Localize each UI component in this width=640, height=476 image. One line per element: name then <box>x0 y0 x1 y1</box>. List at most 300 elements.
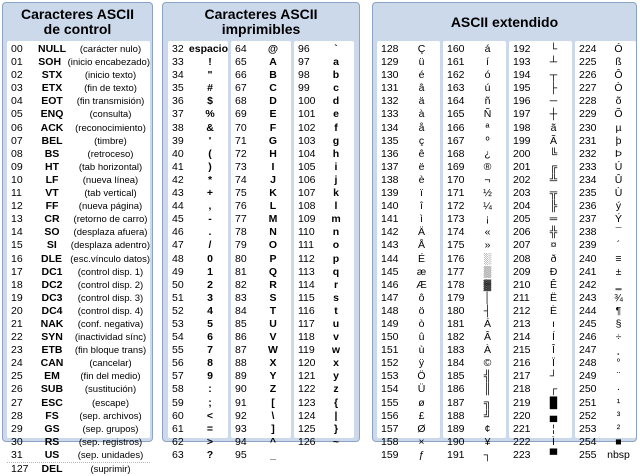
extended-row <box>575 226 636 239</box>
extended-code: 162 <box>447 69 465 82</box>
extended-char: ╗ <box>483 396 492 409</box>
extended-char: Ñ <box>483 108 492 121</box>
printable-code: 55 <box>172 344 184 357</box>
extended-row <box>377 43 440 56</box>
extended-row <box>509 161 572 174</box>
extended-row <box>443 266 506 279</box>
printable-row <box>168 318 228 331</box>
printable-code: 48 <box>172 252 184 265</box>
extended-code: 210 <box>513 278 531 291</box>
extended-row <box>509 305 572 318</box>
printable-char: 9 <box>207 370 213 383</box>
extended-code: 225 <box>579 56 597 69</box>
extended-char: · <box>616 383 621 396</box>
extended-char: ╝ <box>483 409 492 422</box>
printable-code: 65 <box>235 56 247 69</box>
printable-row <box>231 357 291 370</box>
control-name: CAN <box>40 357 64 370</box>
extended-row <box>509 344 572 357</box>
printable-row <box>168 292 228 305</box>
extended-code: 244 <box>579 304 597 317</box>
printable-char: 2 <box>207 278 213 291</box>
control-code: 17 <box>11 265 23 278</box>
printable-row <box>168 344 228 357</box>
printable-char: v <box>333 331 339 344</box>
extended-char: ñ <box>484 95 491 108</box>
control-description: (retroceso) <box>87 148 134 160</box>
extended-code: 132 <box>381 95 399 108</box>
control-row <box>7 56 150 69</box>
extended-char: ü <box>418 56 425 69</box>
extended-char: î <box>420 200 423 213</box>
printable-code: 124 <box>298 409 316 422</box>
extended-column <box>443 41 506 461</box>
extended-row <box>575 305 636 318</box>
printable-char: 1 <box>207 265 213 278</box>
extended-code: 220 <box>513 409 531 422</box>
printable-code: 110 <box>298 226 315 239</box>
extended-panel <box>372 2 637 461</box>
extended-char: ª <box>485 121 490 134</box>
control-name: DLE <box>41 252 62 265</box>
printable-row <box>294 253 354 266</box>
control-description: (desplaza adentro) <box>70 240 150 252</box>
control-row <box>7 397 150 410</box>
extended-code: 213 <box>513 317 531 330</box>
extended-code: 135 <box>381 134 399 147</box>
printable-code: 80 <box>235 252 247 265</box>
extended-row <box>377 187 440 200</box>
extended-row <box>377 122 440 135</box>
control-description: (desplaza afuera) <box>73 227 148 239</box>
printable-char: ' <box>208 134 212 147</box>
printable-code: 108 <box>298 200 316 213</box>
extended-char: ø <box>418 396 425 409</box>
printable-char: u <box>332 317 340 330</box>
extended-row <box>377 239 440 252</box>
printable-row <box>168 279 228 292</box>
extended-row <box>443 436 506 449</box>
extended-code: 131 <box>381 82 399 95</box>
printable-code: 76 <box>235 200 247 213</box>
printable-code: 36 <box>172 95 184 108</box>
printable-code: 56 <box>172 357 184 370</box>
extended-char: ▒ <box>483 265 492 278</box>
printable-code: 77 <box>235 213 247 226</box>
extended-row <box>377 200 440 213</box>
extended-code: 197 <box>513 108 531 121</box>
extended-code: 128 <box>381 43 399 55</box>
printable-code: 33 <box>172 56 184 69</box>
extended-row <box>377 370 440 383</box>
extended-row <box>575 148 636 161</box>
control-name: NULL <box>38 43 66 55</box>
printable-char: # <box>207 82 213 95</box>
extended-column <box>509 41 572 461</box>
printable-char: V <box>269 331 277 344</box>
control-description: (retorno de carro) <box>73 214 148 226</box>
extended-row <box>575 357 636 370</box>
printable-code: 105 <box>298 160 316 173</box>
printable-char: % <box>205 108 215 121</box>
control-name: ACK <box>40 121 64 134</box>
extended-char: ╠ <box>549 200 558 213</box>
extended-row <box>443 318 506 331</box>
printable-char: . <box>208 226 212 239</box>
printable-row <box>168 135 228 148</box>
extended-code: 236 <box>579 200 597 213</box>
extended-code: 165 <box>447 108 465 121</box>
printable-code: 98 <box>298 69 310 82</box>
control-code: 02 <box>11 69 23 82</box>
extended-row <box>377 410 440 423</box>
extended-code: 191 <box>447 448 465 461</box>
printable-row <box>168 449 228 462</box>
extended-code: 134 <box>381 121 399 134</box>
extended-code: 168 <box>447 147 465 160</box>
printable-char: H <box>269 147 277 160</box>
extended-code: 142 <box>381 226 399 239</box>
control-row <box>7 279 150 292</box>
extended-row <box>377 56 440 69</box>
printable-char: s <box>333 291 339 304</box>
extended-code: 185 <box>447 370 465 383</box>
printable-row <box>294 135 354 148</box>
extended-char: £ <box>418 409 425 422</box>
extended-char: ░ <box>483 252 492 265</box>
printable-code: 84 <box>235 304 247 317</box>
extended-code: 250 <box>579 383 597 396</box>
printable-row <box>231 383 291 396</box>
printable-code: 99 <box>298 82 310 95</box>
control-name: DEL <box>41 463 63 475</box>
control-name: FF <box>45 200 59 213</box>
printable-row <box>294 108 354 121</box>
printable-code: 39 <box>172 134 184 147</box>
printable-row <box>168 82 228 95</box>
control-row <box>7 436 150 449</box>
printable-char: w <box>331 344 341 357</box>
printable-code: 74 <box>235 173 247 186</box>
printable-row <box>168 370 228 383</box>
printable-code: 52 <box>172 304 184 317</box>
printable-char: e <box>333 108 339 121</box>
extended-char: ƒ <box>418 448 425 461</box>
printable-row <box>294 69 354 82</box>
extended-row <box>575 370 636 383</box>
extended-char: ¬ <box>484 173 491 186</box>
printable-row <box>168 200 228 213</box>
printable-code: 35 <box>172 82 184 95</box>
extended-char: ± <box>615 265 622 278</box>
control-row <box>7 43 150 56</box>
printable-row <box>294 148 354 161</box>
extended-code: 204 <box>513 200 531 213</box>
extended-column <box>575 41 636 461</box>
extended-code: 146 <box>381 278 399 291</box>
printable-char: } <box>333 422 339 435</box>
extended-char: ½ <box>483 187 492 200</box>
extended-row <box>377 108 440 121</box>
printable-char: B <box>269 69 277 82</box>
printable-code: 125 <box>298 422 316 435</box>
control-row <box>7 253 150 266</box>
extended-row <box>377 357 440 370</box>
printable-code: 95 <box>235 448 247 461</box>
printable-char: / <box>208 239 212 252</box>
control-code: 24 <box>11 357 23 370</box>
extended-code: 147 <box>381 291 399 304</box>
control-description: (control disp. 3) <box>77 292 144 304</box>
extended-row <box>443 370 506 383</box>
control-name: ENQ <box>40 108 64 121</box>
extended-code: 154 <box>381 383 399 396</box>
printable-row <box>294 187 354 200</box>
extended-char: └ <box>549 43 558 55</box>
extended-row <box>509 449 572 462</box>
extended-row <box>575 69 636 82</box>
extended-char: ┌ <box>549 383 558 396</box>
control-description: (esc.vínculo datos) <box>70 253 150 265</box>
extended-char: Ä <box>417 226 425 239</box>
control-description: (control disp. 2) <box>77 279 144 291</box>
printable-char: a <box>333 56 339 69</box>
printable-row <box>294 370 354 383</box>
extended-row <box>509 122 572 135</box>
printable-code: 123 <box>298 396 316 409</box>
extended-row <box>575 239 636 252</box>
extended-code: 255 <box>579 448 597 461</box>
printable-code: 101 <box>298 108 316 121</box>
extended-code: 183 <box>447 344 465 357</box>
printable-code: 91 <box>235 396 247 409</box>
printable-char: T <box>269 304 277 317</box>
extended-code: 195 <box>513 82 531 95</box>
control-column <box>7 41 150 475</box>
extended-char: ® <box>483 160 492 173</box>
printable-code: 72 <box>235 147 247 160</box>
printable-row <box>231 226 291 239</box>
printable-char: m <box>331 213 341 226</box>
printable-row <box>168 305 228 318</box>
control-description: (sustitución) <box>84 384 137 396</box>
extended-code: 198 <box>513 121 531 134</box>
control-description: (tab vertical) <box>84 188 137 200</box>
control-description: (inicio texto) <box>84 70 137 82</box>
printable-code: 113 <box>298 265 315 278</box>
control-name: DC2 <box>41 278 63 291</box>
control-name: SOH <box>38 56 62 69</box>
extended-char: ð <box>550 252 557 265</box>
control-description: (tab horizontal) <box>78 161 143 173</box>
extended-char: º <box>485 134 490 147</box>
extended-char: ý <box>615 200 622 213</box>
extended-char: ³ <box>616 409 621 422</box>
printable-code: 34 <box>172 69 184 82</box>
printable-char: F <box>269 121 277 134</box>
printable-row <box>231 161 291 174</box>
printable-char: O <box>268 239 278 252</box>
control-description: (cancelar) <box>89 358 132 370</box>
printable-char: & <box>206 121 214 134</box>
printable-char: = <box>206 422 214 435</box>
control-code: 127 <box>11 463 29 475</box>
printable-char: ? <box>206 448 214 461</box>
printable-row <box>231 95 291 108</box>
printable-row <box>294 266 354 279</box>
extended-row <box>575 43 636 56</box>
extended-row <box>377 318 440 331</box>
printable-char: G <box>268 134 278 147</box>
printable-row <box>294 305 354 318</box>
printable-row <box>294 239 354 252</box>
extended-row <box>443 449 506 462</box>
extended-row <box>509 383 572 396</box>
printable-row <box>168 161 228 174</box>
extended-row <box>443 410 506 423</box>
printable-char: I <box>271 160 275 173</box>
extended-row <box>509 266 572 279</box>
control-row <box>7 213 150 226</box>
printable-char: o <box>332 239 340 252</box>
printable-code: 47 <box>172 239 184 252</box>
printable-code: 67 <box>235 82 247 95</box>
printable-code: 82 <box>235 278 247 291</box>
extended-char: µ <box>615 121 622 134</box>
extended-row <box>575 108 636 121</box>
control-code: 31 <box>11 448 23 461</box>
extended-code: 203 <box>513 187 531 200</box>
extended-code: 166 <box>447 121 465 134</box>
extended-code: 150 <box>381 331 399 344</box>
extended-row <box>377 82 440 95</box>
extended-row <box>509 279 572 292</box>
extended-char: Ú <box>614 160 623 173</box>
extended-char: ≡ <box>615 252 622 265</box>
control-description: (carácter nulo) <box>79 44 142 55</box>
control-name: NAK <box>40 317 64 330</box>
extended-char: ╦ <box>549 187 558 200</box>
extended-code: 208 <box>513 252 531 265</box>
printable-code: 32 <box>172 43 184 55</box>
control-description: (control disp. 4) <box>77 305 144 317</box>
printable-char: W <box>268 344 278 357</box>
extended-char: █ <box>549 396 558 409</box>
printable-row <box>231 43 291 56</box>
printable-row <box>231 187 291 200</box>
extended-row <box>575 449 636 462</box>
extended-row <box>443 148 506 161</box>
extended-code: 233 <box>579 160 597 173</box>
printable-row <box>168 357 228 370</box>
printable-row <box>231 292 291 305</box>
control-row <box>7 239 150 252</box>
control-row <box>7 174 150 187</box>
extended-row <box>509 423 572 436</box>
printable-code: 88 <box>235 357 247 370</box>
printable-char: | <box>334 409 338 422</box>
extended-code: 172 <box>447 200 465 213</box>
printable-char: ) <box>208 160 212 173</box>
control-description: (suprimir) <box>90 464 131 475</box>
extended-char: ¯ <box>615 226 622 239</box>
extended-code: 186 <box>447 383 465 396</box>
extended-row <box>443 279 506 292</box>
printable-char: b <box>332 69 340 82</box>
extended-char: ╩ <box>549 173 558 186</box>
control-description: (sep. registros) <box>78 436 143 448</box>
extended-char: Ý <box>614 213 622 226</box>
extended-code: 241 <box>579 265 597 278</box>
extended-code: 129 <box>381 56 399 69</box>
printable-row <box>294 213 354 226</box>
control-code: 28 <box>11 409 23 422</box>
extended-row <box>575 56 636 69</box>
printable-code: 70 <box>235 121 247 134</box>
printable-char: n <box>332 226 340 239</box>
printable-char: " <box>207 69 213 82</box>
printable-row <box>231 200 291 213</box>
printable-code: 69 <box>235 108 247 121</box>
extended-code: 237 <box>579 213 597 226</box>
extended-row <box>509 436 572 449</box>
extended-code: 188 <box>447 409 465 422</box>
extended-row <box>575 331 636 344</box>
extended-row <box>509 56 572 69</box>
extended-char: Ü <box>417 383 426 396</box>
extended-code: 156 <box>381 409 399 422</box>
printable-row <box>168 331 228 344</box>
extended-row <box>377 174 440 187</box>
printable-code: 109 <box>298 213 316 226</box>
extended-row <box>443 43 506 56</box>
control-row <box>7 161 150 174</box>
control-code: 03 <box>11 82 23 95</box>
extended-row <box>575 161 636 174</box>
printable-row <box>294 397 354 410</box>
extended-row <box>575 423 636 436</box>
printable-char: Z <box>269 383 277 396</box>
printable-code: 87 <box>235 344 247 357</box>
extended-code: 230 <box>579 121 597 134</box>
extended-char: ‗ <box>615 278 622 291</box>
printable-row <box>168 253 228 266</box>
extended-code: 174 <box>447 226 465 239</box>
control-row <box>7 95 150 108</box>
extended-row <box>443 344 506 357</box>
extended-char: ÿ <box>418 357 425 370</box>
control-name: BS <box>44 147 60 160</box>
extended-row <box>443 174 506 187</box>
control-name: SI <box>46 239 57 252</box>
extended-row <box>509 331 572 344</box>
extended-char: ã <box>550 121 557 134</box>
control-code: 15 <box>11 239 23 252</box>
extended-row <box>443 292 506 305</box>
extended-code: 169 <box>447 160 465 173</box>
printable-char: { <box>333 396 339 409</box>
extended-row <box>377 305 440 318</box>
printable-column <box>294 41 354 448</box>
printable-row <box>294 344 354 357</box>
extended-row <box>377 397 440 410</box>
extended-row <box>443 161 506 174</box>
extended-code: 143 <box>381 239 399 252</box>
control-description: (timbre) <box>94 135 127 147</box>
control-code: 19 <box>11 291 23 304</box>
control-name: ETX <box>41 82 63 95</box>
extended-code: 229 <box>579 108 597 121</box>
